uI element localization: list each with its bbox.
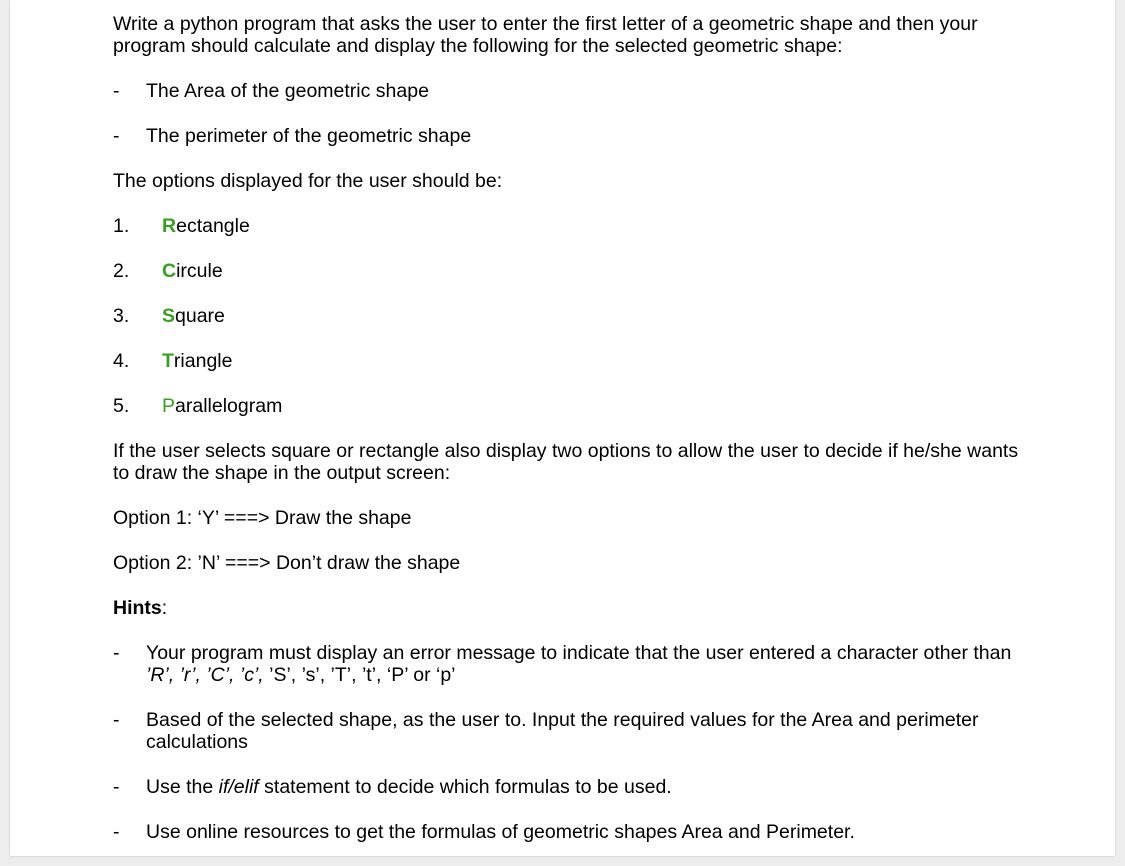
shape-number: 3. — [113, 305, 130, 327]
hint-text: Your program must display an error message to indicate that the user entered a character other than — [146, 642, 1012, 664]
document-page — [10, 0, 1115, 856]
hint-item-online-resources — [113, 821, 1033, 843]
hint-text: Based of the selected shape, as the user to. Input the required values for the Area and perimeter calculations — [146, 709, 979, 753]
intro-paragraph: Write a python program that asks the user to enter the first letter of a geometric shape and then your program should calculate and display the following for the selected geometric shape: — [113, 13, 978, 57]
hint-item-error-message — [113, 642, 1033, 686]
shape-number: 2. — [113, 260, 130, 282]
dash-bullet: - — [113, 80, 120, 102]
shape-first-letter: C — [162, 260, 177, 282]
hint-text: Use online resources to get the formulas of geometric shapes Area and Perimeter. — [146, 821, 855, 843]
hint-code-term: if/elif — [218, 776, 259, 798]
hint-chars: ’S’, ’s’, ’T’, ’t’, ‘P’ or ‘p’ — [269, 664, 456, 686]
shape-first-letter: R — [162, 215, 177, 237]
hint-text: Use the — [146, 776, 219, 798]
shape-number: 1. — [113, 215, 130, 237]
hints-label: Hints — [113, 597, 162, 619]
dash-bullet: - — [113, 709, 120, 731]
dash-bullet: - — [113, 125, 120, 147]
shape-first-letter: P — [162, 395, 176, 417]
shape-rest: ectangle — [176, 215, 250, 237]
shape-rest: ircule — [176, 260, 223, 282]
dash-bullet: - — [113, 821, 120, 843]
hint-chars-italic: ’R’, ’r’, ’C’, ’c’, — [146, 664, 270, 686]
hint-text: statement to decide which formulas to be used. — [258, 776, 672, 798]
draw-option-1: Option 1: ‘Y’ ===> Draw the shape — [113, 507, 412, 529]
shape-option-circule — [113, 260, 1033, 282]
shape-option-parallelogram — [113, 395, 1033, 417]
output-item-text: The Area of the geometric shape — [146, 80, 429, 102]
shape-first-letter: S — [162, 305, 176, 327]
shape-option-square — [113, 305, 1033, 327]
hint-item-if-elif — [113, 776, 1033, 798]
shape-option-triangle — [113, 350, 1033, 372]
hints-heading — [113, 597, 1033, 619]
dash-bullet: - — [113, 776, 120, 798]
document-content — [113, 13, 1033, 866]
shape-rest: arallelogram — [175, 395, 283, 417]
output-item-area — [113, 80, 1033, 102]
hint-item-input-values — [113, 709, 1033, 753]
shape-number: 4. — [113, 350, 130, 372]
dash-bullet: - — [113, 642, 120, 664]
draw-intro-paragraph: If the user selects square or rectangle also display two options to allow the user to decide if he/she wants to draw the shape in the output screen: — [113, 440, 1019, 484]
shape-rest: quare — [175, 305, 225, 327]
output-item-text: The perimeter of the geometric shape — [146, 125, 472, 147]
options-heading: The options displayed for the user should be: — [113, 170, 503, 192]
shape-first-letter: T — [162, 350, 174, 372]
shape-rest: riangle — [173, 350, 233, 372]
output-item-perimeter — [113, 125, 1033, 147]
shape-option-rectangle — [113, 215, 1033, 237]
draw-option-2: Option 2: ’N’ ===> Don’t draw the shape — [113, 552, 461, 574]
shape-number: 5. — [113, 395, 130, 417]
hints-colon: : — [161, 597, 168, 619]
